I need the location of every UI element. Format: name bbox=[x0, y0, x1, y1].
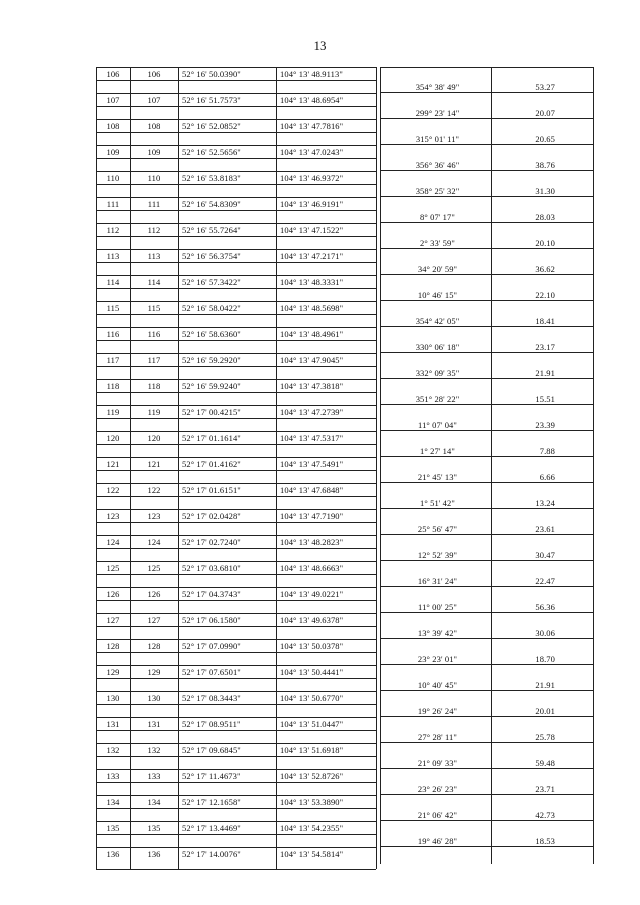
table-rule bbox=[96, 782, 376, 783]
distance-cell: 6.66 bbox=[539, 472, 555, 482]
table-rule bbox=[380, 742, 593, 743]
point-id: 116 bbox=[147, 329, 161, 339]
longitude-cell: 104° 13' 47.3818" bbox=[280, 381, 344, 391]
row-number: 107 bbox=[106, 95, 120, 105]
longitude-cell: 104° 13' 50.4441" bbox=[280, 667, 344, 677]
longitude-cell: 104° 13' 48.3331" bbox=[280, 277, 344, 287]
latitude-cell: 52° 16' 57.3422" bbox=[182, 277, 241, 287]
table-rule bbox=[380, 326, 593, 327]
table-rule bbox=[96, 431, 376, 432]
latitude-cell: 52° 17' 13.4469" bbox=[182, 823, 241, 833]
longitude-cell: 104° 13' 47.6848" bbox=[280, 485, 344, 495]
table-rule bbox=[380, 534, 593, 535]
longitude-cell: 104° 13' 47.2739" bbox=[280, 407, 344, 417]
direction-angle-cell: 19° 26' 24" bbox=[417, 706, 458, 716]
distance-cell: 20.01 bbox=[535, 706, 555, 716]
table-rule bbox=[96, 509, 376, 510]
row-number: 130 bbox=[106, 693, 120, 703]
longitude-cell: 104° 13' 51.0447" bbox=[280, 719, 344, 729]
latitude-cell: 52° 17' 03.6810" bbox=[182, 563, 241, 573]
table-rule bbox=[380, 768, 593, 769]
distance-cell: 30.47 bbox=[535, 550, 555, 560]
latitude-cell: 52° 16' 58.6360" bbox=[182, 329, 241, 339]
table-rule bbox=[96, 847, 376, 848]
direction-angle-cell: 13° 39' 42" bbox=[417, 628, 458, 638]
table-rule bbox=[96, 626, 376, 627]
direction-angle-cell: 299° 23' 14" bbox=[415, 108, 460, 118]
longitude-cell: 104° 13' 48.9113" bbox=[280, 69, 343, 79]
table-rule bbox=[96, 171, 376, 172]
latitude-cell: 52° 17' 06.1580" bbox=[182, 615, 241, 625]
longitude-cell: 104° 13' 53.3890" bbox=[280, 797, 344, 807]
row-number: 106 bbox=[106, 69, 120, 79]
latitude-cell: 52° 17' 12.1658" bbox=[182, 797, 241, 807]
table-rule bbox=[380, 664, 593, 665]
distance-cell: 18.70 bbox=[535, 654, 555, 664]
table-rule bbox=[96, 548, 376, 549]
table-rule bbox=[96, 197, 376, 198]
longitude-cell: 104° 13' 50.0378" bbox=[280, 641, 344, 651]
table-rule bbox=[380, 67, 593, 68]
table-rule bbox=[380, 456, 593, 457]
table-rule bbox=[380, 404, 593, 405]
row-number: 110 bbox=[106, 173, 120, 183]
row-number: 118 bbox=[106, 381, 120, 391]
row-number: 109 bbox=[106, 147, 120, 157]
row-number: 111 bbox=[106, 199, 120, 209]
direction-angle-cell: 16° 31' 24" bbox=[417, 576, 458, 586]
point-id: 128 bbox=[147, 641, 161, 651]
table-rule bbox=[96, 210, 376, 211]
table-rule bbox=[96, 314, 376, 315]
distance-cell: 53.27 bbox=[535, 82, 555, 92]
latitude-cell: 52° 16' 59.2920" bbox=[182, 355, 241, 365]
table-rule bbox=[96, 691, 376, 692]
table-rule bbox=[380, 612, 593, 613]
latitude-cell: 52° 17' 07.0990" bbox=[182, 641, 241, 651]
distance-cell: 31.30 bbox=[535, 186, 555, 196]
table-rule bbox=[380, 118, 593, 119]
table-rule bbox=[96, 704, 376, 705]
point-id: 107 bbox=[147, 95, 161, 105]
row-number: 124 bbox=[106, 537, 120, 547]
table-rule bbox=[96, 769, 376, 770]
latitude-cell: 52° 16' 52.0852" bbox=[182, 121, 241, 131]
table-rule bbox=[96, 795, 376, 796]
table-rule bbox=[96, 717, 376, 718]
table-rule bbox=[380, 170, 593, 171]
distance-cell: 23.39 bbox=[535, 420, 555, 430]
table-rule bbox=[96, 652, 376, 653]
row-number: 116 bbox=[106, 329, 120, 339]
longitude-cell: 104° 13' 48.4961" bbox=[280, 329, 344, 339]
direction-angle-cell: 21° 06' 42" bbox=[417, 810, 458, 820]
point-id: 130 bbox=[147, 693, 161, 703]
table-rule bbox=[380, 274, 593, 275]
distance-cell: 23.61 bbox=[535, 524, 555, 534]
direction-angle-cell: 1° 51' 42" bbox=[420, 498, 455, 508]
row-number: 121 bbox=[106, 459, 120, 469]
point-id: 123 bbox=[147, 511, 161, 521]
row-number: 119 bbox=[106, 407, 120, 417]
table-rule bbox=[96, 756, 376, 757]
longitude-cell: 104° 13' 47.5491" bbox=[280, 459, 344, 469]
latitude-cell: 52° 16' 58.0422" bbox=[182, 303, 241, 313]
direction-angle-cell: 10° 46' 15" bbox=[417, 290, 458, 300]
latitude-cell: 52° 16' 59.9240" bbox=[182, 381, 241, 391]
table-rule bbox=[380, 638, 593, 639]
latitude-cell: 52° 16' 51.7573" bbox=[182, 95, 241, 105]
distance-cell: 28.03 bbox=[535, 212, 555, 222]
row-number: 113 bbox=[106, 251, 120, 261]
direction-angle-cell: 19° 46' 28" bbox=[417, 836, 458, 846]
table-rule bbox=[96, 678, 376, 679]
direction-angle-cell: 12° 52' 39" bbox=[417, 550, 458, 560]
point-id: 115 bbox=[147, 303, 161, 313]
row-number: 131 bbox=[106, 719, 120, 729]
table-rule bbox=[96, 821, 376, 822]
point-id: 112 bbox=[147, 225, 161, 235]
point-id: 121 bbox=[147, 459, 161, 469]
distance-cell: 20.65 bbox=[535, 134, 555, 144]
table-rule bbox=[380, 222, 593, 223]
latitude-cell: 52° 17' 02.7240" bbox=[182, 537, 241, 547]
longitude-cell: 104° 13' 52.8726" bbox=[280, 771, 344, 781]
direction-angle-cell: 21° 09' 33" bbox=[417, 758, 458, 768]
distance-cell: 38.76 bbox=[535, 160, 555, 170]
table-rule bbox=[380, 586, 593, 587]
point-id: 106 bbox=[147, 69, 161, 79]
longitude-cell: 104° 13' 49.6378" bbox=[280, 615, 344, 625]
table-rule bbox=[380, 378, 593, 379]
table-rule bbox=[96, 834, 376, 835]
distance-cell: 20.07 bbox=[535, 108, 555, 118]
direction-angle-cell: 21° 45' 13" bbox=[417, 472, 458, 482]
direction-angle-cell: 23° 26' 23" bbox=[417, 784, 458, 794]
point-id: 108 bbox=[147, 121, 161, 131]
table-rule bbox=[380, 248, 593, 249]
longitude-cell: 104° 13' 48.5698" bbox=[280, 303, 344, 313]
distance-cell: 22.10 bbox=[535, 290, 555, 300]
row-number: 122 bbox=[106, 485, 120, 495]
table-column-rule bbox=[593, 67, 594, 864]
latitude-cell: 52° 17' 11.4673" bbox=[182, 771, 241, 781]
row-number: 112 bbox=[106, 225, 120, 235]
point-id: 133 bbox=[147, 771, 161, 781]
longitude-cell: 104° 13' 47.7816" bbox=[280, 121, 344, 131]
table-rule bbox=[96, 743, 376, 744]
table-column-rule bbox=[178, 67, 179, 869]
longitude-cell: 104° 13' 48.6663" bbox=[280, 563, 344, 573]
table-rule bbox=[380, 352, 593, 353]
table-rule bbox=[380, 196, 593, 197]
table-rule bbox=[96, 535, 376, 536]
point-id: 119 bbox=[147, 407, 161, 417]
table-rule bbox=[96, 275, 376, 276]
distance-cell: 25.78 bbox=[535, 732, 555, 742]
point-id: 109 bbox=[147, 147, 161, 157]
longitude-cell: 104° 13' 46.9191" bbox=[280, 199, 344, 209]
table-column-rule bbox=[276, 67, 277, 869]
latitude-cell: 52° 17' 00.4215" bbox=[182, 407, 241, 417]
point-id: 136 bbox=[147, 849, 161, 859]
distance-cell: 30.06 bbox=[535, 628, 555, 638]
table-rule bbox=[380, 482, 593, 483]
table-rule bbox=[96, 353, 376, 354]
table-rule bbox=[96, 301, 376, 302]
table-column-rule bbox=[376, 67, 377, 869]
direction-angle-cell: 8° 07' 17" bbox=[420, 212, 455, 222]
table-rule bbox=[380, 794, 593, 795]
longitude-cell: 104° 13' 54.5814" bbox=[280, 849, 344, 859]
table-rule bbox=[96, 67, 376, 68]
longitude-cell: 104° 13' 48.2823" bbox=[280, 537, 344, 547]
table-rule bbox=[380, 300, 593, 301]
table-rule bbox=[96, 158, 376, 159]
longitude-cell: 104° 13' 46.9372" bbox=[280, 173, 344, 183]
distance-cell: 20.10 bbox=[535, 238, 555, 248]
row-number: 127 bbox=[106, 615, 120, 625]
longitude-cell: 104° 13' 49.0221" bbox=[280, 589, 344, 599]
distance-cell: 21.91 bbox=[535, 680, 555, 690]
direction-angle-cell: 11° 07' 04" bbox=[418, 420, 457, 430]
latitude-cell: 52° 16' 55.7264" bbox=[182, 225, 241, 235]
direction-angle-cell: 23° 23' 01" bbox=[417, 654, 458, 664]
row-number: 128 bbox=[106, 641, 120, 651]
table-rule bbox=[96, 392, 376, 393]
point-id: 124 bbox=[147, 537, 161, 547]
table-rule bbox=[380, 144, 593, 145]
latitude-cell: 52° 16' 53.8183" bbox=[182, 173, 241, 183]
point-id: 134 bbox=[147, 797, 161, 807]
table-rule bbox=[96, 639, 376, 640]
table-rule bbox=[96, 418, 376, 419]
latitude-cell: 52° 16' 56.3754" bbox=[182, 251, 241, 261]
latitude-cell: 52° 17' 02.0428" bbox=[182, 511, 241, 521]
page-number: 13 bbox=[313, 38, 327, 53]
point-id: 122 bbox=[147, 485, 161, 495]
table-rule bbox=[96, 483, 376, 484]
table-rule bbox=[96, 665, 376, 666]
table-rule bbox=[96, 80, 376, 81]
latitude-cell: 52° 16' 52.5656" bbox=[182, 147, 241, 157]
table-rule bbox=[96, 496, 376, 497]
row-number: 108 bbox=[106, 121, 120, 131]
distance-cell: 59.48 bbox=[535, 758, 555, 768]
distance-cell: 18.41 bbox=[535, 316, 555, 326]
distance-cell: 13.24 bbox=[535, 498, 555, 508]
direction-angle-cell: 330° 06' 18" bbox=[415, 342, 460, 352]
latitude-cell: 52° 17' 04.3743" bbox=[182, 589, 241, 599]
longitude-cell: 104° 13' 47.0243" bbox=[280, 147, 344, 157]
point-id: 132 bbox=[147, 745, 161, 755]
point-id: 118 bbox=[147, 381, 161, 391]
table-rule bbox=[96, 262, 376, 263]
latitude-cell: 52° 17' 08.9511" bbox=[182, 719, 241, 729]
table-rule bbox=[96, 223, 376, 224]
row-number: 132 bbox=[106, 745, 120, 755]
distance-cell: 42.73 bbox=[535, 810, 555, 820]
row-number: 135 bbox=[106, 823, 120, 833]
table-rule bbox=[96, 327, 376, 328]
longitude-cell: 104° 13' 47.2171" bbox=[280, 251, 344, 261]
table-rule bbox=[96, 288, 376, 289]
table-rule bbox=[96, 93, 376, 94]
direction-angle-cell: 358° 25' 32" bbox=[415, 186, 460, 196]
longitude-cell: 104° 13' 47.1522" bbox=[280, 225, 344, 235]
direction-angle-cell: 1° 27' 14" bbox=[420, 446, 455, 456]
direction-angle-cell: 25° 56' 47" bbox=[417, 524, 458, 534]
direction-angle-cell: 354° 38' 49" bbox=[415, 82, 460, 92]
table-rule bbox=[96, 522, 376, 523]
row-number: 117 bbox=[106, 355, 120, 365]
table-rule bbox=[96, 366, 376, 367]
point-id: 126 bbox=[147, 589, 161, 599]
point-id: 129 bbox=[147, 667, 161, 677]
point-id: 120 bbox=[147, 433, 161, 443]
table-rule bbox=[96, 379, 376, 380]
table-rule bbox=[96, 561, 376, 562]
table-rule bbox=[96, 869, 376, 870]
point-id: 114 bbox=[147, 277, 161, 287]
longitude-cell: 104° 13' 51.6918" bbox=[280, 745, 344, 755]
table-rule bbox=[96, 236, 376, 237]
table-rule bbox=[380, 430, 593, 431]
table-column-rule bbox=[380, 67, 381, 864]
table-rule bbox=[380, 508, 593, 509]
row-number: 123 bbox=[106, 511, 120, 521]
table-rule bbox=[96, 184, 376, 185]
row-number: 134 bbox=[106, 797, 120, 807]
direction-angle-cell: 11° 00' 25" bbox=[418, 602, 457, 612]
direction-angle-cell: 315° 01' 11" bbox=[415, 134, 460, 144]
latitude-cell: 52° 17' 09.6845" bbox=[182, 745, 241, 755]
table-rule bbox=[96, 132, 376, 133]
table-rule bbox=[96, 574, 376, 575]
latitude-cell: 52° 17' 01.6151" bbox=[182, 485, 241, 495]
table-rule bbox=[96, 470, 376, 471]
table-rule bbox=[380, 716, 593, 717]
latitude-cell: 52° 16' 54.8309" bbox=[182, 199, 241, 209]
latitude-cell: 52° 16' 50.0390" bbox=[182, 69, 241, 79]
table-rule bbox=[96, 600, 376, 601]
longitude-cell: 104° 13' 47.7190" bbox=[280, 511, 344, 521]
point-id: 113 bbox=[147, 251, 161, 261]
point-id: 117 bbox=[147, 355, 161, 365]
distance-cell: 23.17 bbox=[535, 342, 555, 352]
distance-cell: 22.47 bbox=[535, 576, 555, 586]
point-id: 111 bbox=[147, 199, 161, 209]
row-number: 120 bbox=[106, 433, 120, 443]
direction-angle-cell: 354° 42' 05" bbox=[415, 316, 460, 326]
direction-angle-cell: 34° 20' 59" bbox=[417, 264, 458, 274]
row-number: 114 bbox=[106, 277, 120, 287]
table-rule bbox=[96, 119, 376, 120]
row-number: 136 bbox=[106, 849, 120, 859]
table-rule bbox=[96, 340, 376, 341]
direction-angle-cell: 27° 28' 11" bbox=[418, 732, 457, 742]
direction-angle-cell: 332° 09' 35" bbox=[415, 368, 460, 378]
longitude-cell: 104° 13' 48.6954" bbox=[280, 95, 344, 105]
row-number: 126 bbox=[106, 589, 120, 599]
row-number: 125 bbox=[106, 563, 120, 573]
direction-angle-cell: 2° 33' 59" bbox=[420, 238, 455, 248]
table-rule bbox=[380, 92, 593, 93]
direction-angle-cell: 356° 36' 46" bbox=[415, 160, 460, 170]
distance-cell: 18.53 bbox=[535, 836, 555, 846]
row-number: 129 bbox=[106, 667, 120, 677]
row-number: 133 bbox=[106, 771, 120, 781]
table-rule bbox=[96, 145, 376, 146]
table-rule bbox=[96, 730, 376, 731]
distance-cell: 7.88 bbox=[539, 446, 555, 456]
latitude-cell: 52° 17' 14.0076" bbox=[182, 849, 241, 859]
longitude-cell: 104° 13' 47.9045" bbox=[280, 355, 344, 365]
table-rule bbox=[96, 587, 376, 588]
table-rule bbox=[380, 690, 593, 691]
point-id: 110 bbox=[147, 173, 161, 183]
table-rule bbox=[96, 249, 376, 250]
point-id: 127 bbox=[147, 615, 161, 625]
latitude-cell: 52° 17' 07.6501" bbox=[182, 667, 241, 677]
table-rule bbox=[96, 106, 376, 107]
direction-angle-cell: 10° 40' 45" bbox=[417, 680, 458, 690]
point-id: 135 bbox=[147, 823, 161, 833]
distance-cell: 36.62 bbox=[535, 264, 555, 274]
row-number: 115 bbox=[106, 303, 120, 313]
table-rule bbox=[96, 613, 376, 614]
point-id: 125 bbox=[147, 563, 161, 573]
longitude-cell: 104° 13' 47.5317" bbox=[280, 433, 344, 443]
table-rule bbox=[96, 808, 376, 809]
table-rule bbox=[380, 820, 593, 821]
distance-cell: 15.51 bbox=[535, 394, 555, 404]
point-id: 131 bbox=[147, 719, 161, 729]
distance-cell: 23.71 bbox=[535, 784, 555, 794]
table-rule bbox=[380, 560, 593, 561]
table-rule bbox=[96, 405, 376, 406]
distance-cell: 56.36 bbox=[535, 602, 555, 612]
latitude-cell: 52° 17' 01.4162" bbox=[182, 459, 241, 469]
table-rule bbox=[96, 444, 376, 445]
latitude-cell: 52° 17' 08.3443" bbox=[182, 693, 241, 703]
table-rule bbox=[96, 457, 376, 458]
latitude-cell: 52° 17' 01.1614" bbox=[182, 433, 241, 443]
table-rule bbox=[380, 846, 593, 847]
longitude-cell: 104° 13' 54.2355" bbox=[280, 823, 344, 833]
direction-angle-cell: 351° 28' 22" bbox=[415, 394, 460, 404]
distance-cell: 21.91 bbox=[535, 368, 555, 378]
longitude-cell: 104° 13' 50.6770" bbox=[280, 693, 344, 703]
